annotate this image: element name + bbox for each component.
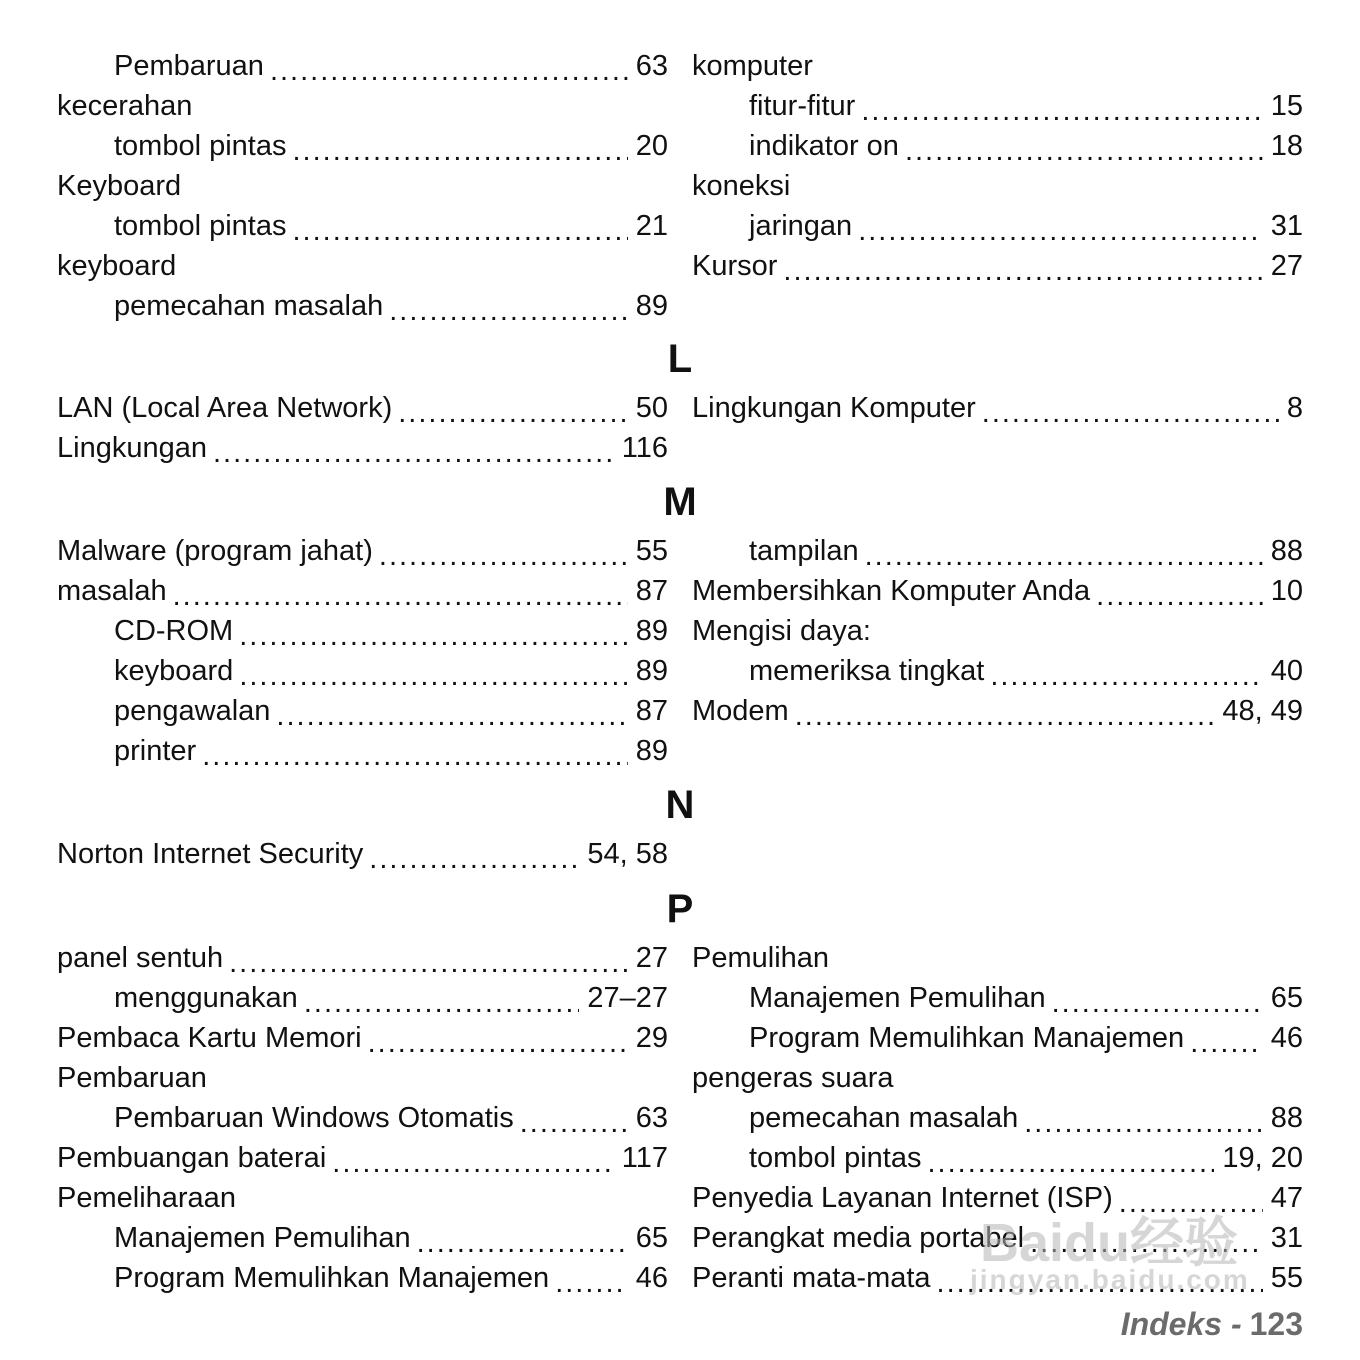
entry-term: Lingkungan [57,431,207,464]
entry-term: tombol pintas [114,129,287,162]
dot-leader [173,589,628,611]
footer-label: Indeks - [1120,1306,1242,1342]
dot-leader [861,104,1262,126]
entry-term: Pembuangan baterai [57,1141,327,1174]
left-column [57,531,668,771]
index-subentry [57,691,668,731]
entry-page-number: 27–27 [587,981,668,1014]
dot-leader [905,144,1263,166]
index-entry [57,246,668,286]
entry-term: Pemulihan [692,941,830,974]
entry-term: keyboard [114,654,234,687]
section-letter: P [666,887,694,931]
index-subentry [692,531,1303,571]
entry-page-number: 87 [635,694,668,727]
dot-leader [1024,1116,1263,1138]
entry-term: fitur-fitur [749,89,856,122]
entry-page-number: 10 [1270,574,1303,607]
entry-page-number: 55 [635,534,668,567]
section-letter: M [663,480,697,524]
entry-term: koneksi [692,169,791,202]
entry-page-number: 47 [1270,1181,1303,1214]
dot-leader [239,669,627,691]
entry-term: Program Memulihkan Manajemen [749,1021,1185,1054]
index-entry [57,86,668,126]
dot-leader [858,224,1263,246]
entry-term: Pembaruan [57,1061,207,1094]
index-subentry [692,978,1303,1018]
dot-leader [389,304,628,326]
index-subentry [57,1258,668,1298]
entry-page-number: 117 [621,1141,668,1174]
entry-term: panel sentuh [57,941,224,974]
index-entry [57,1018,668,1058]
section-letter: N [665,783,695,827]
index-entry [57,166,668,206]
entry-page-number: 27 [1270,249,1303,282]
entry-page-number: 29 [635,1021,668,1054]
dot-leader [555,1276,628,1298]
dot-leader [783,264,1262,286]
left-column [57,388,668,468]
entry-page-number: 63 [635,1101,668,1134]
entry-page-number: 18 [1270,129,1303,162]
index-entry [692,1058,1303,1098]
entry-page-number: 46 [1270,1021,1303,1054]
dot-leader [276,709,627,731]
entry-term: Keyboard [57,169,182,202]
index-subentry [692,126,1303,166]
dot-leader [795,709,1215,731]
index-subentry [692,651,1303,691]
index-entry [692,388,1303,428]
index-entry [57,834,668,874]
entry-term: Modem [692,694,789,727]
entry-page-number: 65 [635,1221,668,1254]
index-subentry [57,731,668,771]
entry-page-number: 89 [635,614,668,647]
index-entry [57,531,668,571]
index-entry [57,1058,668,1098]
watermark-logo: Baidu经验 [980,1213,1239,1273]
dot-leader [369,852,579,874]
entry-term: pemecahan masalah [114,289,384,322]
dot-leader [520,1116,628,1138]
entry-term: Malware (program jahat) [57,534,373,567]
entry-term: Pembaca Kartu Memori [57,1021,362,1054]
entry-term: printer [114,734,197,767]
index-entry [692,246,1303,286]
index-subentry [57,1218,668,1258]
entry-page-number: 55 [1270,1261,1303,1294]
entry-term: Norton Internet Security [57,837,364,870]
entry-term: Manajemen Pemulihan [749,981,1046,1014]
dot-leader [304,996,580,1018]
entry-term: Pembaruan [114,49,264,82]
index-subentry [692,1018,1303,1058]
page-footer [1121,1306,1303,1343]
dot-leader [332,1156,614,1178]
index-subentry [57,1098,668,1138]
entry-term: komputer [692,49,813,82]
watermark [940,1160,1280,1310]
dot-leader [368,1036,628,1058]
entry-term: Manajemen Pemulihan [114,1221,411,1254]
section-letter: L [667,337,693,381]
dot-leader [293,144,628,166]
index-entry [692,611,1303,651]
entry-term: Pembaruan Windows Otomatis [114,1101,514,1134]
entry-page-number: 89 [635,734,668,767]
entry-term: keyboard [57,249,177,282]
entry-term: pengeras suara [692,1061,894,1094]
index-subentry [57,978,668,1018]
dot-leader [379,549,628,571]
dot-leader [417,1236,628,1258]
entry-term: Perangkat media portabel [692,1221,1025,1254]
dot-leader [1190,1036,1263,1058]
entry-page-number: 89 [635,289,668,322]
index-subentry [57,651,668,691]
entry-page-number: 48, 49 [1222,694,1303,727]
entry-page-number: 63 [635,49,668,82]
entry-term: menggunakan [114,981,298,1014]
dot-leader [213,446,614,468]
dot-leader [1096,589,1263,611]
index-entry [692,46,1303,86]
entry-page-number: 15 [1270,89,1303,122]
entry-page-number: 31 [1270,1221,1303,1254]
index-subentry [57,611,668,651]
index-entry [692,938,1303,978]
dot-leader [239,629,628,651]
entry-term: kecerahan [57,89,193,122]
entry-page-number: 40 [1270,654,1303,687]
dot-leader [1052,996,1263,1018]
entry-term: pemecahan masalah [749,1101,1019,1134]
index-subentry [692,206,1303,246]
index-subentry [57,206,668,246]
entry-term: LAN (Local Area Network) [57,391,393,424]
page-number: 123 [1249,1306,1303,1342]
left-column [57,46,668,326]
left-column [57,834,668,874]
entry-term: CD-ROM [114,614,234,647]
index-entry [57,388,668,428]
dot-leader [398,406,627,428]
entry-term: Program Memulihkan Manajemen [114,1261,550,1294]
entry-page-number: 116 [621,431,668,464]
entry-page-number: 87 [635,574,668,607]
entry-term: Kursor [692,249,778,282]
entry-term: tombol pintas [749,1141,922,1174]
dot-leader [982,406,1279,428]
index-entry [57,428,668,468]
entry-page-number: 50 [635,391,668,424]
index-entry [692,571,1303,611]
entry-term: pengawalan [114,694,271,727]
entry-term: jaringan [749,209,853,242]
entry-term: Penyedia Layanan Internet (ISP) [692,1181,1113,1214]
right-column [692,46,1303,286]
index-subentry [57,46,668,86]
entry-page-number: 46 [635,1261,668,1294]
entry-page-number: 8 [1286,391,1303,424]
entry-page-number: 21 [635,209,668,242]
entry-page-number: 89 [635,654,668,687]
entry-term: memeriksa tingkat [749,654,985,687]
dot-leader [293,224,628,246]
dot-leader [865,549,1263,571]
entry-term: Lingkungan Komputer [692,391,976,424]
index-subentry [57,286,668,326]
entry-page-number: 65 [1270,981,1303,1014]
index-entry [692,691,1303,731]
dot-leader [202,749,628,771]
right-column [692,388,1303,428]
entry-term: masalah [57,574,167,607]
index-entry [57,938,668,978]
entry-term: indikator on [749,129,899,162]
entry-term: tombol pintas [114,209,287,242]
index-entry [692,166,1303,206]
entry-term: tampilan [749,534,859,567]
dot-leader [270,64,628,86]
entry-page-number: 88 [1270,1101,1303,1134]
index-subentry [57,126,668,166]
entry-page-number: 31 [1270,209,1303,242]
entry-term: Pemeliharaan [57,1181,236,1214]
right-column [692,531,1303,731]
entry-page-number: 54, 58 [587,837,668,870]
left-column [57,938,668,1298]
entry-page-number: 19, 20 [1222,1141,1303,1174]
dot-leader [229,956,628,978]
index-entry [57,1178,668,1218]
index-subentry [692,86,1303,126]
entry-page-number: 20 [635,129,668,162]
entry-term: Peranti mata-mata [692,1261,931,1294]
dot-leader [990,669,1262,691]
entry-page-number: 27 [635,941,668,974]
entry-page-number: 88 [1270,534,1303,567]
entry-term: Membersihkan Komputer Anda [692,574,1091,607]
watermark-url: jingyan.baidu.com [970,1264,1250,1295]
index-entry [57,1138,668,1178]
index-subentry [692,1098,1303,1138]
entry-term: Mengisi daya: [692,614,871,647]
index-entry [57,571,668,611]
